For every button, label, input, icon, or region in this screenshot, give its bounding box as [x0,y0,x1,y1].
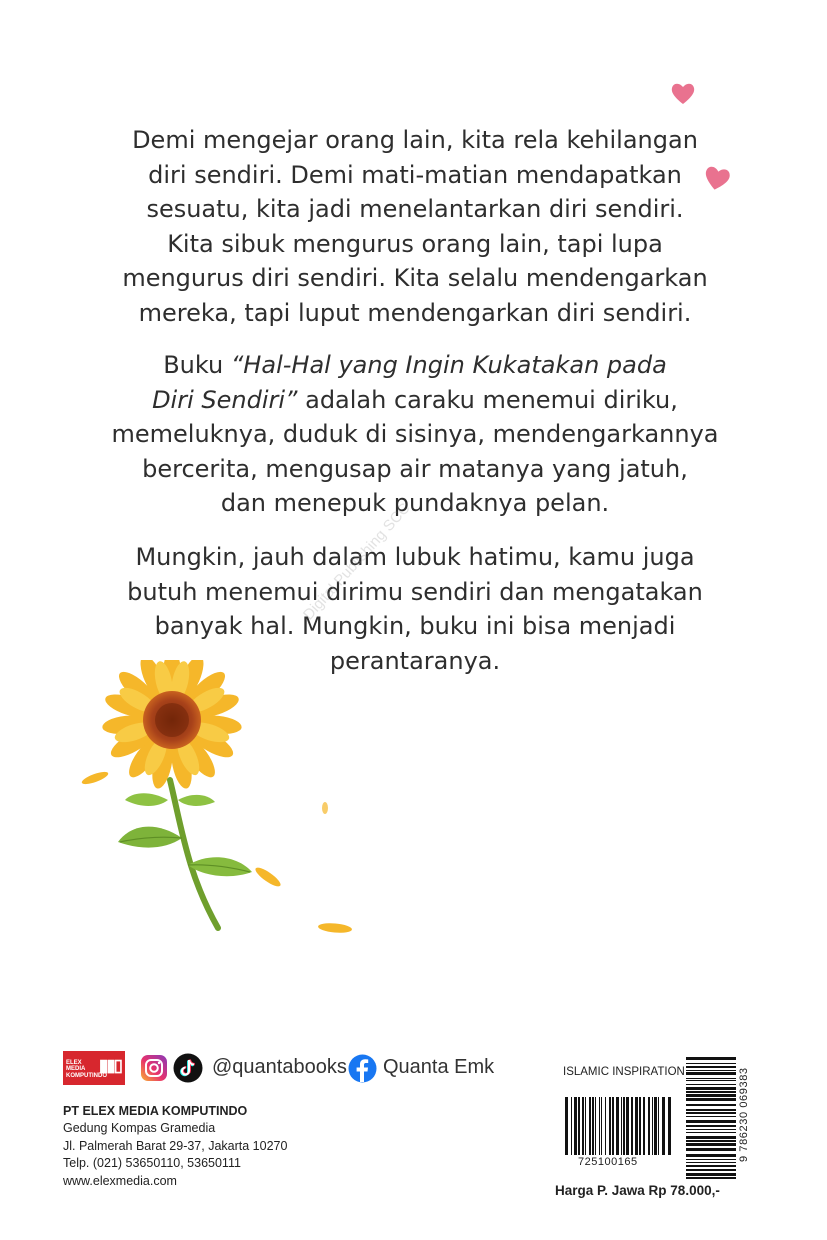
sunflower-illustration [70,660,370,950]
blurb-text: adalah caraku menemui diriku, [297,385,678,414]
instagram-icon[interactable] [140,1054,168,1082]
publisher-address-line: Gedung Kompas Gramedia [63,1121,216,1136]
publisher-info [63,1103,287,1190]
logo-mark: ▮▮▯ [98,1056,121,1075]
publisher-website[interactable]: www.elexmedia.com [63,1173,177,1188]
blurb-paragraph-3 [90,540,740,678]
blurb-line: sesuatu, kita jadi menelantarkan diri sendiri. [146,195,684,224]
internal-barcode [563,1097,675,1155]
internal-barcode-number: 725100165 [578,1156,638,1168]
book-title: Diri Sendiri” [152,385,298,414]
book-category: ISLAMIC INSPIRATION [563,1066,685,1078]
watermark: Digital Publishing SCC [300,499,414,624]
blurb-paragraph-1 [90,123,740,331]
isbn-barcode [686,1055,736,1180]
blurb-line: mereka, tapi luput mendengarkan diri sendiri. [138,298,692,327]
blurb-line: dan menepuk pundaknya pelan. [220,489,610,518]
blurb-line: perantaranya. [329,646,501,675]
book-title: “Hal-Hal yang Ingin Kukatakan pada [230,351,667,379]
publisher-phone: Telp. (021) 53650110, 53650111 [63,1156,241,1171]
blurb-line: diri sendiri. Demi mati-matian mendapatkan [148,160,682,189]
elex-media-logo [63,1051,125,1085]
blurb-line: banyak hal. Mungkin, buku ini bisa menjadi [154,612,676,641]
blurb-paragraph-2 [90,348,740,521]
facebook-icon[interactable] [348,1054,377,1083]
isbn-number: 9 786230 069383 [738,1067,750,1162]
price-label: Harga P. Jawa Rp 78.000,- [555,1183,720,1198]
blurb-line: memeluknya, duduk di sisinya, mendengarkannya [111,420,719,449]
publisher-name: PT ELEX MEDIA KOMPUTINDO [63,1104,248,1118]
blurb-text: Buku [163,351,231,379]
publisher-address-line: Jl. Palmerah Barat 29-37, Jakarta 10270 [63,1138,288,1153]
blurb-line: mengurus diri sendiri. Kita selalu mendengarkan [122,264,708,293]
instagram-handle[interactable]: @quantabooks [212,1056,347,1078]
blurb-line: butuh menemui dirimu sendiri dan mengatakan [127,577,703,606]
blurb-line: bercerita, mengusap air matanya yang jatuh, [142,454,688,483]
tiktok-icon[interactable] [173,1053,203,1083]
heart-icon [670,81,696,105]
blurb-line: Kita sibuk mengurus orang lain, tapi lupa [167,229,663,258]
logo-text: ELEX MEDIA KOMPUTINDO [66,1060,107,1079]
facebook-page-name[interactable]: Quanta Emk [383,1056,495,1078]
blurb-line: Mungkin, jauh dalam lubuk hatimu, kamu juga [135,543,695,571]
blurb-line: Demi mengejar orang lain, kita rela kehilangan [132,126,698,154]
